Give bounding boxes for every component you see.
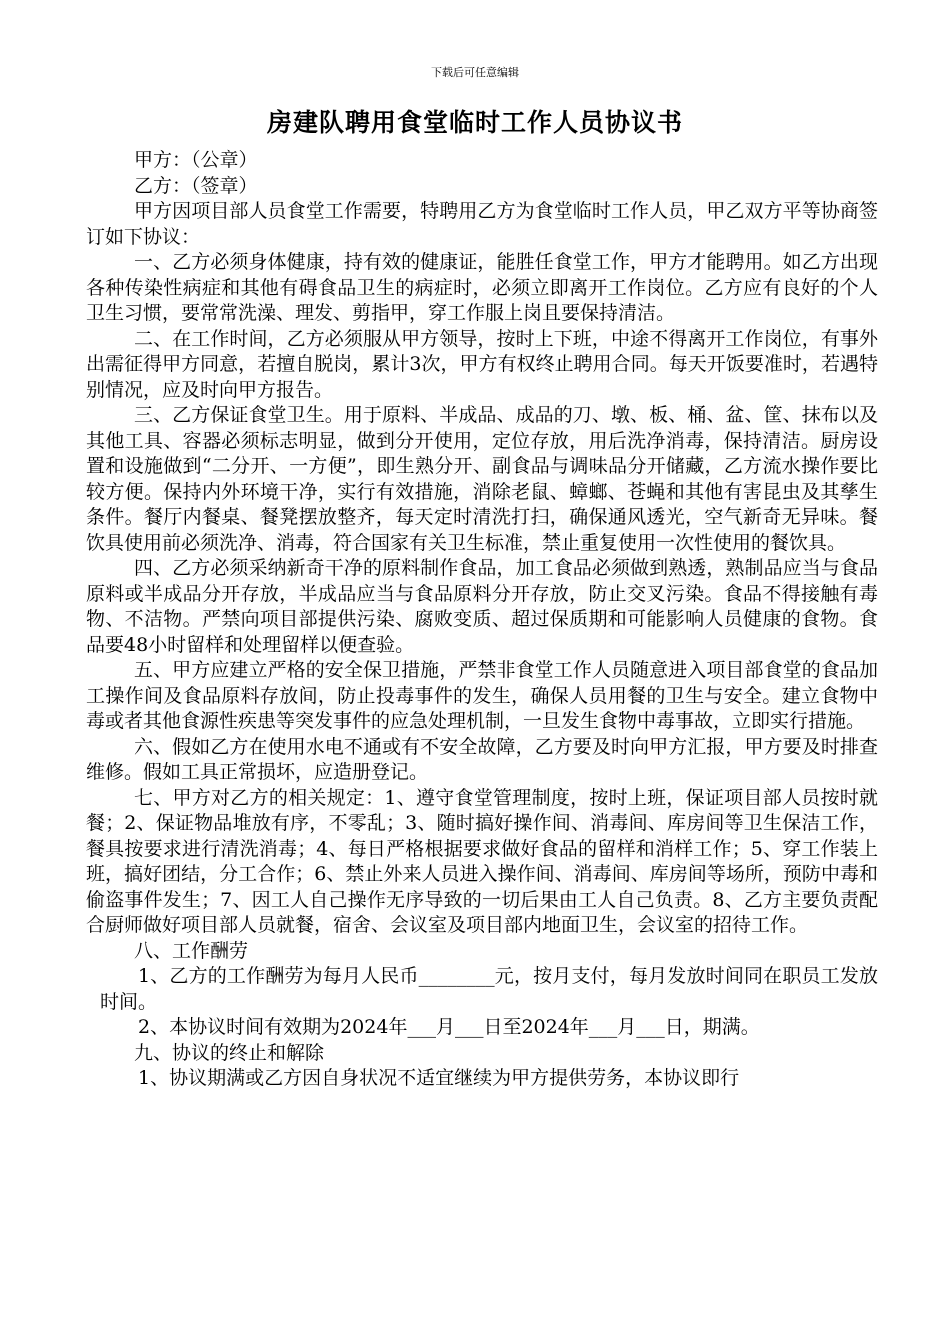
party-b-line: 乙方：（签章） — [134, 174, 258, 197]
document-title: 房建队聘用食堂临时工作人员协议书 — [266, 108, 683, 137]
section-8-heading: 八、工作酬劳 — [134, 939, 249, 962]
clause-2: 二、在工作时间，乙方必须服从甲方领导，按时上下班，中途不得离开工作岗位，有事外出需征得甲方同意，若擅自脱岗，累计3次，甲方有权终止聘用合同。每天开饭要准时，若遇特别情况，应及时向甲方报告。 — [86, 327, 878, 401]
section-9-heading: 九、协议的终止和解除 — [134, 1041, 325, 1064]
document-body — [86, 148, 878, 1092]
clause-7: 七、甲方对乙方的相关规定：1、遵守食堂管理制度，按时上班，保证项目部人员按时就餐；2、保证物品堆放有序，不零乱；3、随时搞好操作间、消毒间、库房间等卫生保洁工作，餐具按要求进行清洗消毒；4、每日严格根据要求做好食品的留样和消样工作；5、穿工作装上班，搞好团结，分工合作；6、禁止外来人员进入操作间、消毒间、库房间等场所，预防中毒和偷盗事件发生；7、因工人自己操作无序导致的一切后果由工人自己负责。8、乙方主要负责配合厨师做好项目部人员就餐，宿舍、会议室及项目部内地面卫生，会议室的招待工作。 — [86, 786, 878, 936]
clause-3: 三、乙方保证食堂卫生。用于原料、半成品、成品的刀、墩、板、桶、盆、筐、抹布以及其他工具、容器必须标志明显，做到分开使用，定位存放，用后洗净消毒，保持清洁。厨房设置和设施做到“二分开、一方便”，即生熟分开、副食品与调味品分开储藏，乙方流水操作要比较方便。保持内外环境干净，实行有效措施，消除老鼠、蟑螂、苍蝇和其他有害昆虫及其孳生条件。餐厅内餐桌、餐凳摆放整齐，每天定时清洗打扫，确保通风透光，空气新奇无异味。餐饮具使用前必须洗净、消毒，符合国家有关卫生标准，禁止重复使用一次性使用的餐饮具。 — [86, 404, 878, 554]
clause-6: 六、假如乙方在使用水电不通或有不安全故障，乙方要及时向甲方汇报，甲方要及时排查维修。假如工具正常损坏，应造册登记。 — [86, 735, 878, 783]
header-note: 下载后可任意编辑 — [431, 66, 519, 79]
intro-paragraph: 甲方因项目部人员食堂工作需要，特聘用乙方为食堂临时工作人员，甲乙双方平等协商签订如下协议： — [86, 200, 878, 248]
item-8-2: 2、本协议时间有效期为2024年___月___日至2024年___月___日，期满。 — [138, 1016, 760, 1038]
item-8-1: 1、乙方的工作酬劳为每月人民币________元，按月支付，每月发放时间同在职员工发放时间。 — [100, 965, 878, 1013]
clause-5: 五、甲方应建立严格的安全保卫措施，严禁非食堂工作人员随意进入项目部食堂的食品加工操作间及食品原料存放间，防止投毒事件的发生，确保人员用餐的卫生与安全。建立食物中毒或者其他食源性疾患等突发事件的应急处理机制，一旦发生食物中毒事故，立即实行措施。 — [86, 659, 878, 732]
party-a-line: 甲方：（公章） — [134, 149, 258, 171]
item-9-1: 1、协议期满或乙方因自身状况不适宜继续为甲方提供劳务，本协议即行 — [138, 1067, 740, 1089]
clause-1: 一、乙方必须身体健康，持有效的健康证，能胜任食堂工作，甲方才能聘用。如乙方出现各种传染性病症和其他有碍食品卫生的病症时，必须立即离开工作岗位。乙方应有良好的个人卫生习惯，要常常洗澡、理发、剪指甲，穿工作服上岗且要保持清洁。 — [86, 251, 878, 324]
clause-4: 四、乙方必须采纳新奇干净的原料制作食品，加工食品必须做到熟透，熟制品应当与食品原料或半成品分开存放，半成品应当与食品原料分开存放，防止交叉污染。食品不得接触有毒物、不洁物。严禁向项目部提供污染、腐败变质、超过保质期和可能影响人员健康的食物。食品要48小时留样和处理留样以便查验。 — [86, 557, 878, 656]
